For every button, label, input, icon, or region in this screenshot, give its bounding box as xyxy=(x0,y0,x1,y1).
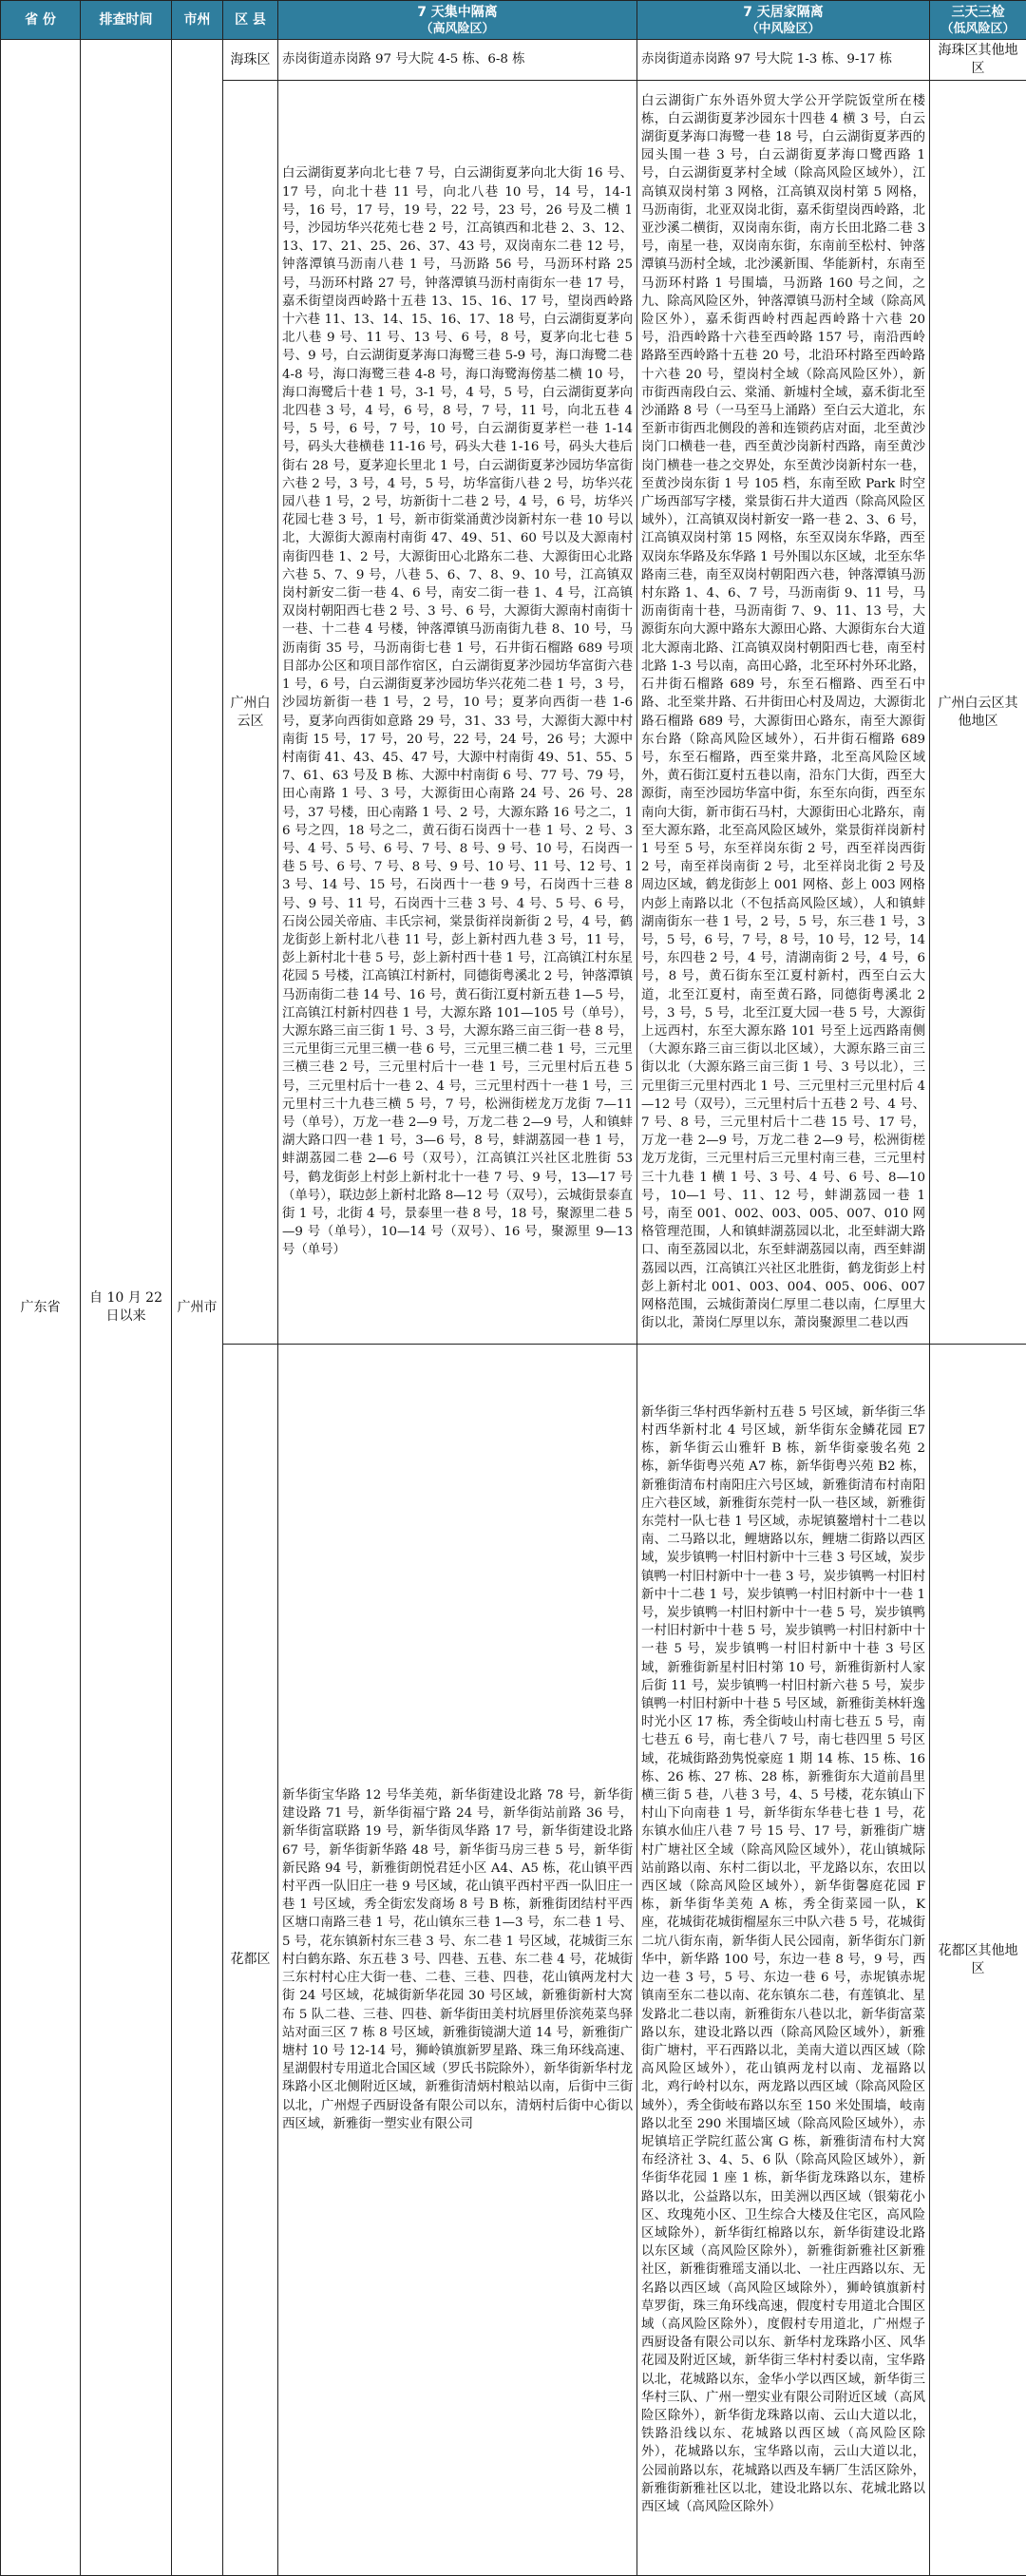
district-cell: 广州白云区 xyxy=(223,81,278,1345)
header-mid-risk-sub: （中风险区） xyxy=(641,22,925,37)
header-mid-risk xyxy=(637,1,930,40)
high-risk-cell: 赤岗街道赤岗路 97 号大院 4-5 栋、6-8 栋 xyxy=(278,40,637,81)
table-row xyxy=(1,40,1026,81)
header-low-risk-sub: （低风险区） xyxy=(934,22,1022,37)
table-header-row xyxy=(1,1,1026,40)
header-high-risk-sub: （高风险区） xyxy=(282,22,633,37)
district-cell: 花都区 xyxy=(223,1345,278,2576)
mid-risk-cell: 赤岗街道赤岗路 97 号大院 1-3 栋、9-17 栋 xyxy=(637,40,930,81)
low-risk-cell: 广州白云区其他地区 xyxy=(930,81,1026,1345)
header-low-risk-title: 三天三检 xyxy=(952,5,1005,20)
high-risk-cell: 白云湖街夏茅向北七巷 7 号，白云湖街夏茅向北大街 16 号、17 号，向北十巷 11 号，向北八巷 10 号，14 号，14-1 号，16 号，17 号，19 号，22 号，23 号，26 号及二横 1 号，沙园坊华兴花苑七巷 2 号，江高镇西和北巷 2、3、12、13、17、21、25、26、37、43 号，双岗南东二巷 12 号，钟落潭镇马沥南八巷 1 号，马沥路 56 号，马沥环村路 25 号，马沥环村路 27 号，钟落潭镇马沥村南街东一巷 17 号，嘉禾街望岗西岭路十五巷 13、15、16、17 号，望岗西岭路十六巷 11、13、14、15、16、17、18 号，白云湖街夏茅向北八巷 9 号、11 号、13 号、6 号，8 号，夏茅向北七巷 5 号、9 号，白云湖街夏茅海口海鹭三巷 5-9 号，海口海鹭二巷 4-8 号，海口海鹭三巷 4-8 号，海口海鹭海傍基二横 10 号，海口海鹭后十巷 1 号，3-1 号，4 号，5 号，白云湖街夏茅向北四巷 3 号，4 号，6 号，8 号，7 号，11 号，向北五巷 4 号，5 号，6 号，7 号，10 号，白云湖街夏茅栏一巷 1-14 号，码头大巷横巷 11-16 号，码头大巷 1-16 号，码头大巷后街右 28 号，夏茅迎长里北 1 号，白云湖街夏茅沙园坊华富街六巷 2 号，3 号，4 号，5 号，坊华富街八巷 2 号，坊华兴花园八巷 1 号，2 号，坊新街十二巷 2 号，4 号，6 号，坊华兴花园七巷 3 号，1 号，新市街棠涌黄沙岗新村东一巷 10 号以北，大源街大源南村南街 47、49、51、60 号以及大源南村南街四巷 1、2 号，大源街田心北路东二巷、大源街田心北路六巷 5、7、9 号，八巷 5、6、7、8、9、10 号，江高镇双岗村新安二街一巷 4、6 号，南安二街一巷 1、4 号，江高镇双岗村朝阳西七巷 2 号、3 号、6 号，大源街大源南村南街十一巷、十二巷 4 号楼，钟落潭镇马沥南街九巷 8、10 号，马沥南街 35 号，马沥南街七巷 1 号，石井街石榴路 689 号项目部办公区和项目部作宿区，白云湖街夏茅沙园坊华富街六巷 1 号，6 号，白云湖街夏茅沙园坊华兴花苑二巷 1 号，3 号，沙园坊新街一巷 1 号，2 号，10 号；夏茅向西街一巷 1-6 号，夏茅向西街如意路 29 号，31、33 号，大源街大源中村南街 15 号，17 号，20 号，22 号，24 号，26 号；大源中村南街 41、43、45、47 号，大源中村南街 49、51、55、57、61、63 号及 B 栋、大源中村南街 6 号、77 号、79 号，田心南路 1 号、3 号，大源街田心南路 24 号、26 号、28 号，37 号楼，田心南路 1 号、2 号，大源东路 16 号之二，16 号之四，18 号之二，黄石街石岗西十一巷 1 号、2 号、3 号、4 号、5 号、6 号、7 号、8 号、9 号、10 号，石岗西一巷 5 号、6 号、7 号、8 号、9 号、10 号、11 号、12 号、13 号、14 号、15 号，石岗西十一巷 9 号，石岗西十三巷 8 号、9 号、11 号，石岗西十三巷 3 号、4 号、5 号、6 号，石岗公园关帝庙、丰氏宗祠，棠景街祥岗新街 2 号，4 号，鹤龙街彭上新村北八巷 11 号，彭上新村西九巷 3 号，11 号，彭上新村北十巷 5 号，彭上新村西十巷 1 号，江高镇江村东星花园 5 号楼，江高镇江村新村，同德街粤溪北 2 号，钟落潭镇马沥南街二巷 14 号、16 号，黄石街江夏村新五巷 1—5 号，江高镇江村新村四巷 1 号，大源东路 101—105 号（单号），大源东路三亩三街 1 号、3 号，大源东路三亩三街一巷 8 号，三元里街三元里三横一巷 6 号，三元里三横二巷 1 号，三元里三横三巷 2 号，三元里村后十一巷 1 号，三元里村后五巷 5 号，三元里村后十一巷 2、4 号，三元里村西十一巷 1 号，三元里村三十九巷三横 5 号，7 号，松洲街槎龙万龙街 7—11 号（单号），万龙一巷 2—9 号，万龙二巷 2—9 号，人和镇蚌湖大路口四一巷 1 号，3—6 号，8 号，蚌湖荔园一巷 1 号，蚌湖荔园二巷 2—6 号（双号），江高镇江兴社区北胜街 53 号，鹤龙街彭上村彭上新村北十一巷 7 号、9 号，13—17 号（单号），联边彭上新村北路 8—12 号（双号），云城街景泰直街 1 号，北街 4 号，景泰里一巷 8 号，18 号，聚源里二巷 5—9 号（单号），10—14 号（双号）、16 号，聚源里 9—13 号（单号） xyxy=(278,81,637,1345)
low-risk-cell: 花都区其他地区 xyxy=(930,1345,1026,2576)
time-cell: 自 10 月 22 日以来 xyxy=(81,40,172,2576)
header-low-risk xyxy=(930,1,1026,40)
header-province: 省 份 xyxy=(1,1,81,40)
low-risk-cell: 海珠区其他地区 xyxy=(930,40,1026,81)
city-cell: 广州市 xyxy=(172,40,223,2576)
mid-risk-cell: 新华街三华村西华新村五巷 5 号区域，新华街三华村西华新村北 4 号区域，新华街东金鳞花园 E7 栋，新华街云山雅轩 B 栋，新华街豪骏名苑 2 栋，新华街粤兴苑 A7 栋，新华街粤兴苑 B2 栋，新雅街清布村南阳庄六号区域，新雅街清布村南阳庄六巷区域，新雅街东莞村一队一巷区域，新雅街东莞村一队七巷 1 号区域，赤坭镇鳌增村十二巷以南、二马路以北，鲤塘路以东，鲤塘二街路以西区域，炭步镇鸭一村旧村新中十三巷 3 号区域，炭步镇鸭一村旧村新中十一巷 3 号，炭步镇鸭一村旧村新中十二巷 1 号，炭步镇鸭一村旧村新中十一巷 1 号，炭步镇鸭一村旧村新中十一巷 5 号，炭步镇鸭一村旧村新中十巷 5 号，炭步镇鸭一村旧村新中十一巷 5 号，炭步镇鸭一村旧村新中十巷 3 号区域，新雅街新星村旧村第 10 号，新雅街新村人家后街 11 号，炭步镇鸭一村旧村新六巷 5 号，炭步镇鸭一村旧村新中十巷 5 号区域，新雅街美林轩逸时光小区 17 栋，秀全街岐山村南七巷五 5 号，南七巷五 6 号，南七巷八 7 号，南七巷四里 5 号区域，花城街路劲隽悦豪庭 1 期 14 栋、15 栋、16 栋、26 栋、27 栋、28 栋，新雅街东大道前昌里横三街 5 巷，八巷 3 号，4、5 号楼，花东镇山下村山下向南巷 1 号，新华街东华巷七巷 1 号，花东镇水仙庄八巷 7 号 15 号、17 号，新雅街广塘村广塘社区全域（除高风险区域外），花山镇城际站前路以南、东村二街以北，平龙路以东，农田以西区域（除高风险区域外），新华街馨庭花园 F 栋，新华街华美苑 A 栋，秀全街菜园一队，K 座，花城街花城街榴屋东三中队六巷 5 号，花城街二坑八街东南，新华街人民公园南，新华街东门新华中，新华路 100 号，东边一巷 8 号，9 号，西边一巷 3 号，5 号、东边一巷 6 号，赤坭镇赤坭镇南至东二巷以南、花东镇东二巷，有莲镇北、星发路北二巷以南，新雅街东八巷以北，新华街富菜路以东，建设北路以西（除高风险区域外），新雅街广塘村，平石西路以北，美南大道以西区域（除高风险区域外），花山镇两龙村以南、龙福路以北，鸡行岭村以东，两龙路以西区域（除高风险区域外），秀全街岐布路以东至 150 米处围墙，岐南路以北至 290 米围墙区域（除高风险区域外），赤坭镇培正学院红蓝公寓 G 栋，新雅街清布村大窝布经济社 3、4、5、6 队（除高风险区域外），新华街华花园 1 座 1 栋，新华街龙珠路以东，建桥路以北，公益路以东，田美洲以西区域（银菊花小区、玫瑰苑小区、卫生综合大楼及住宅区，高风险区域除外），新华街红棉路以东，新华街建设北路以东区域（高风险区除外），新雅街新雅社区新雅社区，新雅街雅瑶支涌以北、一社庄西路以东、无名路以西区域（高风险区域除外），狮岭镇旗新村草罗街，珠三角环线高速，假度村专用道北合围区域（高风险区除外），度假村专用道北，广州煜子西厨设备有限公司以东、新华村龙珠路小区、风华花园及附近区域，新华街三华村村委以南，宝华路以北，花城路以东，金华小学以西区域，新华街三华村三队、广州一塑实业有限公司附近区域（高风险区除外），新华街龙珠路以南、云山大道以北，铁路沿线以东、花城路以西区域（高风险区除外），花城路以东，宝华路以南，云山大道以北，公园前路以东，花城路以西及车辆厂生活区除外，新雅街新雅社区以北，建设北路以东、花城北路以西区域（高风险区除外） xyxy=(637,1345,930,2576)
header-mid-risk-title: 7 天居家隔离 xyxy=(743,5,824,20)
province-cell: 广东省 xyxy=(1,40,81,2576)
header-high-risk xyxy=(278,1,637,40)
mid-risk-cell: 白云湖街广东外语外贸大学公开学院饭堂所在楼栋，白云湖街夏茅沙园东十四巷 4 横 3 号，白云湖街夏茅海口海鹭一巷 18 号，白云湖街夏茅西的园头围一巷 3 号，白云湖街夏茅海口鹭西路 1 号，白云湖街夏茅村全域（除高风险区域外），江高镇双岗村第 3 网格，江高镇双岗村第 5 网格，马沥南街，北亚双岗北街，嘉禾街望岗西岭路，北亚沙溪二横街，双岗南东街，南方长田北路二巷 3 号，南星一巷，双岗南东街，东南前至松村、钟落潭镇马沥村全域，北沙溪新围、华能新村，东南至马沥环村路 1 号围墙，马沥路 160 号之间，之九、除高风险区外，钟落潭镇马沥村全域（除高风险区外），嘉禾街西岭村西起西岭路十六巷 20 号，沿西岭路十六巷至西岭路 157 号，南沿西岭路路至西岭路十五巷 20 号，北沿环村路至西岭路十六巷 20 号，望岗村全域（除高风险区外），新市街西南段白云、棠涌、新墟村全域，嘉禾街北至沙涌路 8 号（一马至马上涌路）至白云大道北，东至新市街西北侧段的善和连锁药店对面，北至黄沙岗门口横巷一巷，西至黄沙岗新村西路，南至黄沙岗门横巷一巷之交界处，东至黄沙岗新村东一巷，至黄沙岗东街 1 号 105 档，东南至欧 Park 时空广场西部写字楼，棠景街石井大道西（除高风险区域外），江高镇双岗村新安一路一巷 2、3、6 号，江高镇双岗村第 15 网格，东至双岗东华路，西至双岗东华路及东华路 1 号外围以东区域，北至东华路南三巷，南至双岗村朝阳西六巷，钟落潭镇马沥村东路 1、4、6、7 号，马沥南街 9、11 号，马沥南街南十巷，马沥南街 7、9、11、13 号，大源街东向大源中路东大源田心路、大源街东台大道北大源南北路、江高镇双岗村朝阳西七巷，南至村北路 1-3 号以南，高田心路，北至环村外环北路，石井街石榴路 689 号，东至石榴路、西至石中路、北至棠井路、石井街田心村及周边，大源街北路石榴路 689 号，大源街田心路东，南至大源街东台路（除高风险区域外），石井街石榴路 689 号，东至石榴路，西至棠井路，北至高风险区域外，黄石街江夏村五巷以南，沿东门大街，西至大源街，南至沙园坊华富中街，东至东向街，西至东南向大街，新市街石马村，大源街田心北路东，南至大源东路，北至高风险区域外，棠景街祥岗新村 1 号至 5 号，东至祥岗东街 2 号，西至祥岗西街 2 号，南至祥岗南街 2 号，北至祥岗北街 2 号及周边区域，鹤龙街彭上 001 网格、彭上 003 网格内彭上南路以北（不包括高风险区域），人和镇蚌湖南街东一巷 1 号，2 号，5 号，东三巷 1 号，3 号，5 号，6 号，7 号，8 号，10 号，12 号，14 号，东四巷 2 号，4 号，清湖南街 2 号，4 号，6 号，8 号，黄石街东至江夏村新村，西至白云大道，北至江夏村，南至黄石路，同德街粤溪北 2 号，3 号，5 号，北至江夏大园一巷 5 号，大源街上远西村，东至大源东路 101 号至上远西路南侧（大源东路三亩三街以北区域），大源东路三亩三街以北（大源东路三亩三街 1 号、3 号以北），三元里街三元里村西北 1 号、三元里村三元里村后 4—12 号（双号），三元里村后十五巷 2 号、4 号、7 号、8 号，三元里村后十二巷 15 号、17 号，万龙一巷 2—9 号，万龙二巷 2—9 号，松洲街槎龙万龙街，三元里村后三元里村南三巷，三元里村三十九巷 1 横 1 号、3 号、4 号、6 号、8—10 号，10—1 号、11、12 号，蚌湖荔园一巷 1 号，南至 001、002、003、005、007、010 网格管理范围，人和镇蚌湖荔园以北，北至蚌湖大路口、南至荔园以北，东至蚌湖荔园以南，西至蚌湖荔园以西，江高镇江兴社区北胜街，鹤龙街彭上村彭上新村北 001、003、004、005、006、007 网格范围，云城街萧岗仁厚里二巷以南，仁厚里大街以北，萧岗仁厚里以东，萧岗聚源里二巷以西 xyxy=(637,81,930,1345)
district-cell: 海珠区 xyxy=(223,40,278,81)
header-high-risk-title: 7 天集中隔离 xyxy=(417,5,498,20)
header-city: 市州 xyxy=(172,1,223,40)
header-time: 排查时间 xyxy=(81,1,172,40)
high-risk-cell: 新华街宝华路 12 号华美苑，新华街建设北路 78 号，新华街建设路 71 号，新华街福宁路 24 号，新华街站前路 36 号，新华街富联路 19 号，新华街凤华路 17 号，新华街建设北路 67 号，新华街新华路 48 号，新华街马房三巷 5 号，新华街新民路 94 号，新雅街朗悦君廷小区 A4、A5 栋，花山镇平西村平西一队旧庄一巷 9 号区域，花山镇平西村平西一队旧庄一巷 1 号区域，秀全街宏发商场 8 号 B 栋，新雅街团结村平西区塘口南路三巷 1 号，花山镇东三巷 1—3 号，东二巷 1 号、5 号，花东镇新村东三巷 3 号、东二巷 1 号区域，花城街三东村白鹤东路、东五巷 3 号、四巷、五巷、东二巷 4 号，花城街三东村村心庄大街一巷、二巷、三巷、四巷，花山镇两龙村大街 24 号区域，花城街新华花园 30 号区域，新雅街新村大窝布 5 队二巷、三巷、四巷、新华街田美村坑唇里侨滨苑菜鸟驿站对面三区 7 栋 8 号区域，新雅街镜湖大道 14 号，新雅街广塘村 10 号 12-14 号，狮岭镇旗新罗星路、珠三角环线高速、星湖假村专用道北合国区域（罗氏书院除外），新华街新华村龙珠路小区北侧附近区域，新雅街清炳村粮站以南，后街中三街以北，广州煜子西厨设备有限公司以东，清炳村后街中心街以西区域，新雅街一塑实业有限公司 xyxy=(278,1345,637,2576)
header-district: 区 县 xyxy=(223,1,278,40)
